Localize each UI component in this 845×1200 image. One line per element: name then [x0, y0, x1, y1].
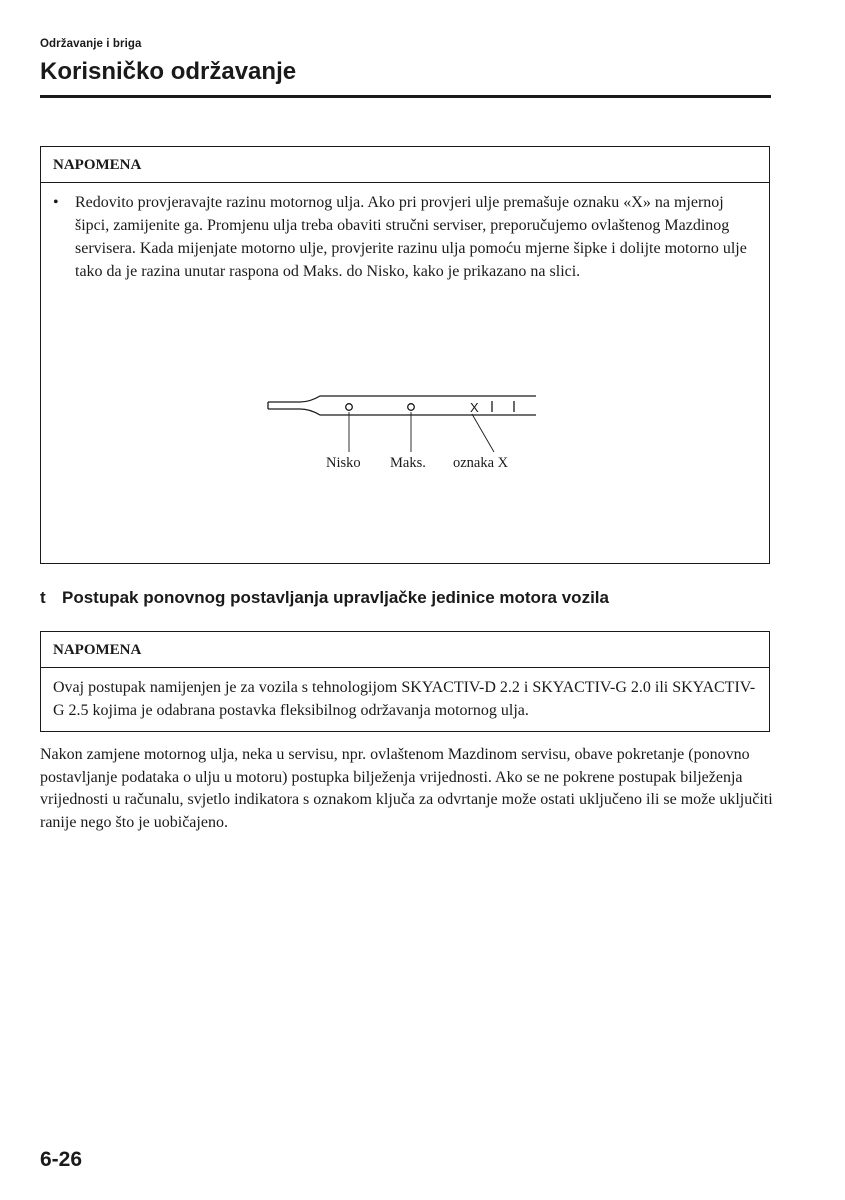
section-label: Održavanje i briga — [40, 38, 142, 50]
label-low: Nisko — [326, 455, 361, 471]
page-number: 6-26 — [40, 1148, 83, 1171]
note-body — [41, 183, 769, 293]
dipstick-handle-outline — [268, 396, 536, 415]
title-divider — [40, 95, 771, 98]
note-text: Ovaj postupak namijenjen je za vozila s tehnologijom SKYACTIV-D 2.2 i SKYACTIV-G 2.0 ili SKYACTIV-G 2.5 kojima je odabrana postavka fleksibilnog održavanja motornog ulja. — [53, 679, 756, 719]
mark-low-circle — [346, 404, 353, 411]
mark-x-glyph: X — [470, 400, 479, 415]
note-heading: NAPOMENA — [41, 632, 769, 668]
note-box-skyactiv — [40, 631, 770, 732]
note-bullet-item — [53, 191, 757, 283]
bullet-icon: • — [53, 194, 59, 211]
note-body — [41, 668, 769, 732]
mark-max-circle — [408, 404, 415, 411]
section-heading-text: Postupak ponovnog postavljanja upravljačke jedinice motora vozila — [62, 588, 609, 607]
note-box-oil-level — [40, 146, 770, 564]
section-heading — [40, 588, 609, 608]
section-marker-icon: t — [40, 588, 46, 607]
note-bullet-text: Redovito provjeravajte razinu motornog ulja. Ako pri provjeri ulje premašuje oznaku «X» na mjernoj šipci, zamijenite ga. Promjenu ulja treba obaviti stručni serviser, preporučujemo ovlaštenog Mazdinog servisera. Kada mijenjate motorno ulje, provjerite razinu ulja pomoću mjerne šipke i dolijte motorno ulje tako da je razina unutar raspona od Maks. do Nisko, kako je prikazano na slici. — [75, 194, 747, 280]
body-paragraph: Nakon zamjene motornog ulja, neka u servisu, npr. ovlaštenom Mazdinom servisu, obave pokretanje (ponovno postavljanje podataka o ulju u motoru) postupka bilježenja vrijednosti. Ako se ne pokrene postupak bilježenja vrijednosti u računalu, svjetlo indikatora s oznakom ključa za odvrtanje može ostati uključeno ili se može uključiti ranije nego što je uobičajeno. — [40, 746, 773, 831]
label-max: Maks. — [390, 455, 426, 471]
leader-line-x — [472, 414, 494, 452]
label-x: oznaka X — [453, 455, 509, 471]
dipstick-illustration — [266, 392, 546, 482]
note-heading: NAPOMENA — [41, 147, 769, 183]
page-title: Korisničko održavanje — [40, 58, 297, 85]
